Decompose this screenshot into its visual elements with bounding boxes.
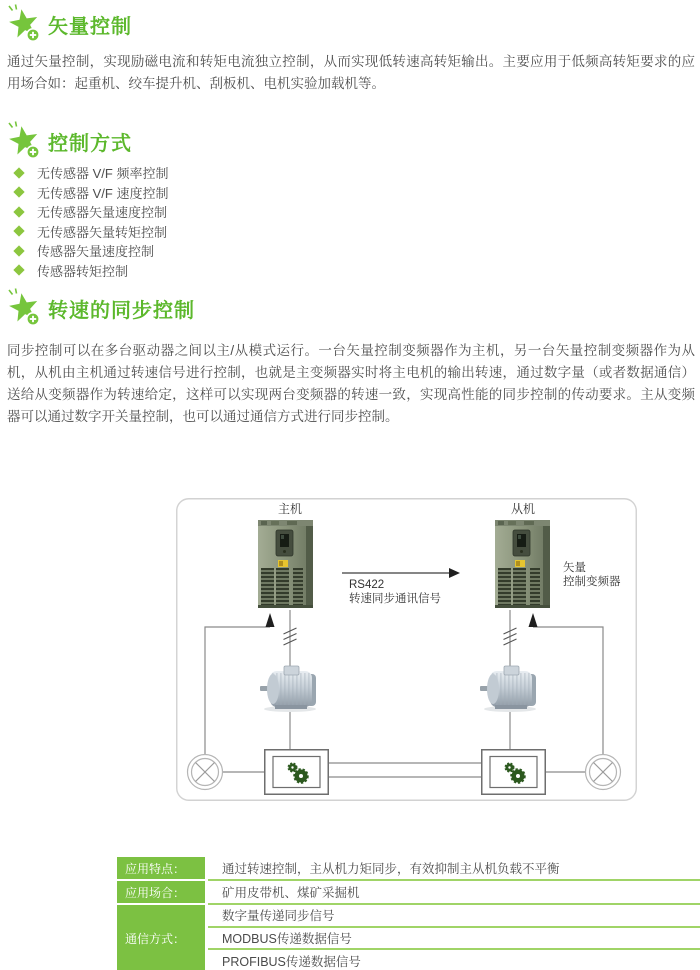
section-title: 控制方式 [48, 132, 132, 155]
diamond-bullet-icon [13, 187, 24, 198]
diamond-bullet-icon [13, 167, 24, 178]
master-inverter [258, 520, 313, 608]
slave-label: 从机 [510, 502, 535, 516]
row-label: 应用场合： [117, 881, 205, 903]
table-row [117, 905, 700, 970]
row-label: 应用特点： [117, 857, 205, 879]
section-heading-sync-control [6, 288, 195, 328]
diagram-border [177, 499, 637, 801]
table-row [117, 881, 700, 905]
control-mode-list [13, 163, 168, 280]
star-icon [6, 4, 40, 44]
master-slave-diagram [176, 498, 637, 801]
spec-table [117, 857, 700, 970]
diamond-bullet-icon [13, 226, 24, 237]
section-heading-control-modes [6, 121, 132, 161]
list-item: 传感器转矩控制 [13, 261, 168, 281]
table-row [117, 857, 700, 881]
row-label: 通信方式： [117, 905, 205, 970]
section-title: 转速的同步控制 [48, 299, 195, 322]
rs422-label: RS422 转速同步通讯信号 [349, 579, 441, 605]
row-value: 矿用皮带机、煤矿采掘机 [208, 881, 700, 905]
diamond-bullet-icon [13, 265, 24, 276]
left-encoder-icon [188, 755, 223, 790]
list-item: 无传感器矢量转矩控制 [13, 222, 168, 242]
list-item: 无传感器 V/F 速度控制 [13, 183, 168, 203]
slave-gearbox-icon [482, 750, 546, 795]
list-item: 无传感器矢量速度控制 [13, 202, 168, 222]
slave-caption: 矢量 控制变频器 [563, 562, 621, 588]
diamond-bullet-icon [13, 245, 24, 256]
star-icon [6, 121, 40, 161]
slave-inverter [495, 520, 550, 608]
diagram-canvas [176, 498, 637, 801]
row-value: PROFIBUS传递数据信号 [222, 954, 361, 969]
star-icon [6, 288, 40, 328]
sync-control-paragraph: 同步控制可以在多台驱动器之间以主/从模式运行。一台矢量控制变频器作为主机，另一台矢量控制变频器作为从机，从机由主机通过转速信号进行控制，也就是主变频器实时将主电机的输出转速，通过数字量（或者数据通信）送给从变频器作为转速给定，这样可以实现两台变频器的转速一致，实现高性能的同步控制的传动要求。主从变频器可以通过数字开关量控制，也可以通过通信方式进行同步控制。 [7, 343, 695, 424]
right-encoder-icon [586, 755, 621, 790]
master-gearbox-icon [265, 750, 329, 795]
vector-control-paragraph: 通过矢量控制，实现励磁电流和转矩电流独立控制，从而实现低转速高转矩输出。主要应用于低频高转矩要求的应用场合如：起重机、绞车提升机、刮板机、电机实验加载机等。 [7, 54, 695, 91]
diamond-bullet-icon [13, 206, 24, 217]
list-item: 无传感器 V/F 频率控制 [13, 163, 168, 183]
list-item: 传感器矢量速度控制 [13, 241, 168, 261]
row-value: MODBUS传递数据信号 [208, 928, 700, 951]
section-title: 矢量控制 [48, 15, 132, 38]
section-heading-vector-control [6, 4, 132, 44]
master-label: 主机 [277, 502, 302, 516]
row-value: 通过转速控制，主从机力矩同步，有效抑制主从机负载不平衡 [208, 857, 700, 881]
row-value: 数字量传递同步信号 [208, 905, 700, 928]
